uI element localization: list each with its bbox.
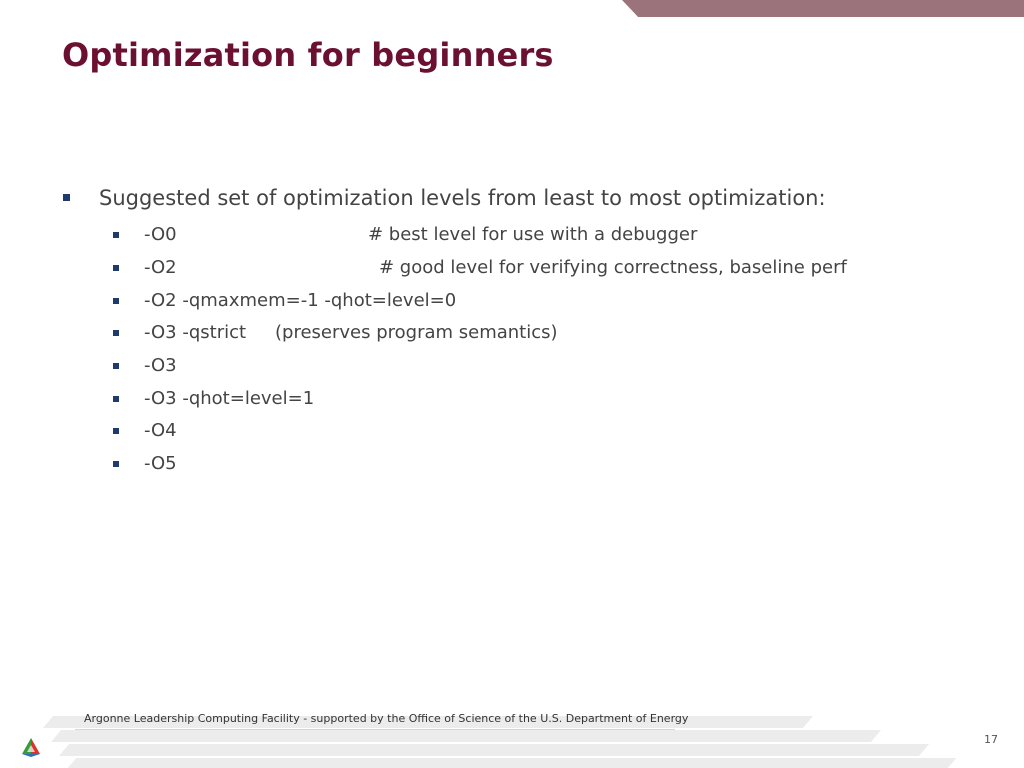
optimization-flag: -O4 (144, 420, 177, 441)
optimization-flag: -O2 (144, 257, 177, 278)
list-item (0, 453, 1024, 479)
argonne-triangle-logo-icon (20, 736, 42, 758)
optimization-comment: # best level for use with a debugger (368, 224, 698, 245)
optimization-flag: -O5 (144, 453, 177, 474)
square-bullet-icon (112, 420, 122, 442)
square-bullet-icon (112, 290, 122, 312)
optimization-flag: -O3 (144, 355, 177, 376)
footer-decoration (0, 700, 1024, 768)
square-bullet-icon (112, 453, 122, 475)
list-item (0, 420, 1024, 446)
optimization-comment: (preserves program semantics) (275, 322, 558, 343)
list-item (0, 322, 1024, 348)
main-bullet-text: Suggested set of optimization levels from least to most optimization: (99, 186, 826, 210)
square-bullet-icon (62, 186, 74, 210)
slide-title: Optimization for beginners (62, 36, 554, 74)
list-item (0, 257, 1024, 283)
square-bullet-icon (112, 355, 122, 377)
square-bullet-icon (112, 322, 122, 344)
footer-divider (75, 729, 675, 730)
optimization-flag: -O2 -qmaxmem=-1 -qhot=level=0 (144, 290, 457, 311)
square-bullet-icon (112, 388, 122, 410)
list-item (0, 355, 1024, 381)
list-item (0, 388, 1024, 414)
square-bullet-icon (112, 224, 122, 246)
page-number: 17 (984, 733, 998, 746)
list-item (0, 224, 1024, 250)
square-bullet-icon (112, 257, 122, 279)
optimization-flag: -O0 (144, 224, 177, 245)
optimization-comment: # good level for verifying correctness, baseline perf (379, 257, 847, 278)
footer-text: Argonne Leadership Computing Facility - supported by the Office of Science of the U.S. Department of Energy (84, 712, 689, 725)
optimization-flag: -O3 -qhot=level=1 (144, 388, 315, 409)
list-item (0, 290, 1024, 316)
optimization-flag: -O3 -qstrict (144, 322, 247, 343)
